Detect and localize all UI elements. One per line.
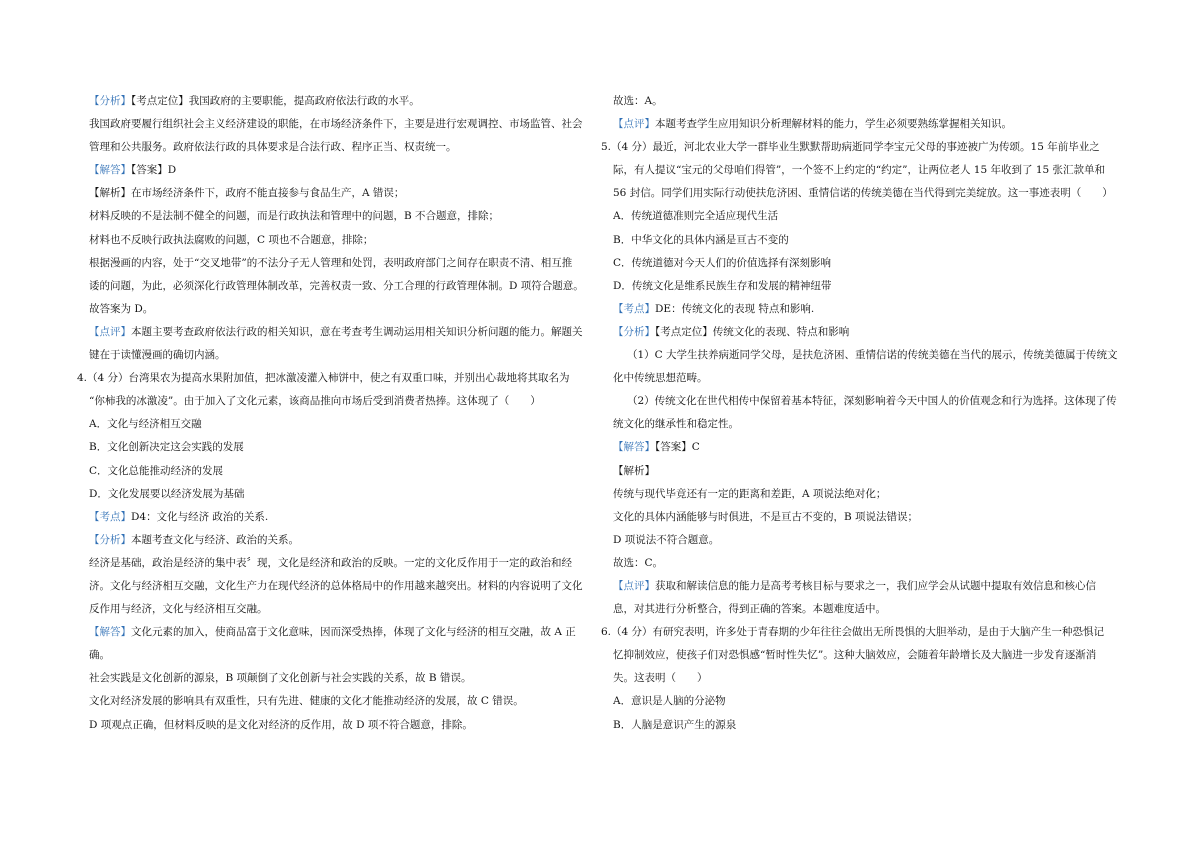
text-line [89,506,601,529]
line-text: 获取和解读信息的能力是高考考核目标与要求之一，我们应学会从试题中提取有效信息和核心信 [655,579,1096,592]
text-line [613,552,1125,575]
text-line [613,321,1125,344]
line-text: A．文化与经济相互交融 [89,418,202,431]
text-line [613,413,1125,436]
text-line [89,460,601,483]
line-text: D．文化发展要以经济发展为基础 [89,487,245,500]
line-text: 【答案】D [131,164,177,177]
line-text: 社会实践是文化创新的源泉，B 项颠倒了文化创新与社会实践的关系，故 B 错误。 [89,672,472,685]
line-text: 化中传统思想范畴。 [613,372,708,385]
line-text: 我国政府要履行组织社会主义经济建设的职能，在市场经济条件下，主要是进行宏观调控、市场监管、社会 [89,118,583,131]
line-text: （2）传统文化在世代相传中保留着基本特征，深刻影响着今天中国人的价值观念和行为选择。这体现了传 [627,395,1117,408]
section-tag: 【点评】 [613,118,655,131]
line-text: 【考点定位】我国政府的主要职能，提高政府依法行政的水平。 [131,95,420,107]
line-text: C．文化总能推动经济的发展 [89,464,224,477]
text-line [89,667,601,690]
text-line [89,714,601,737]
line-text: 材料反映的不是法制不健全的问题，而是行政执法和管理中的问题，B 不合题意，排除； [89,210,500,223]
line-text: D 项说法不符合题意。 [613,533,720,546]
text-line [89,159,601,182]
text-line [601,621,1125,644]
text-line [89,229,601,252]
line-text: 【解析】 [613,464,655,477]
text-line [89,575,601,598]
line-text: B．文化创新决定这会实践的发展 [89,441,244,454]
line-text: D．传统文化是维系民族生存和发展的精神纽带 [613,279,832,292]
text-line [613,667,1125,690]
text-line [613,506,1125,529]
line-text: 本题考查学生应用知识分析理解材料的能力，学生必须要熟练掌握相关知识。 [655,118,1012,131]
section-tag: 【解答】 [89,164,131,177]
text-line [613,598,1125,621]
section-tag: 【解答】 [613,441,655,454]
line-text: DE：传统文化的表现 特点和影响. [655,302,815,315]
text-line [89,390,601,413]
section-tag: 【分析】 [89,533,131,546]
text-line [613,483,1125,506]
line-text: 5.（4 分）最近，河北农业大学一群毕业生默默帮助病逝同学李宝元父母的事迹被广为传颂。15 年前毕业之 [601,141,1100,154]
line-text: 际，有人提议“宝元的父母咱们得管”，一个签不上约定的“约定”，让两位老人 15 年收到了 15 张汇款单和 [613,164,1106,177]
line-text: 56 封信。同学们用实际行动使扶危济困、重情信诺的传统美德在当代得到完美绽放。这一事迹表明（ ） [613,187,1113,200]
text-line [89,205,601,228]
line-text: 传统与现代毕竟还有一定的距离和差距，A 项说法绝对化； [613,487,887,500]
section-tag: 【解答】 [89,626,131,639]
text-line [613,344,1125,367]
text-line [89,413,601,436]
line-text: 本题主要考查政府依法行政的相关知识，意在考查考生调动运用相关知识分析问题的能力。解题关 [131,325,583,338]
text-line [89,252,601,275]
line-text: 4.（4 分）台湾果农为提高水果附加值，把冰激凌灌入柿饼中，使之有双重口味，并别出心裁地将其取名为 [77,372,570,385]
line-text: 失。这表明（ ） [613,672,708,685]
line-text: D4：文化与经济 政治的关系. [131,510,269,523]
line-text: 文化的具体内涵能够与时俱进，不是亘古不变的，B 项说法错误； [613,510,919,523]
left-column [77,90,601,737]
text-line [89,182,601,205]
text-line [89,598,601,621]
text-line [613,298,1125,321]
line-text: A．意识是人脑的分泌物 [613,695,726,708]
section-tag: 【考点】 [89,510,131,523]
section-tag: 【点评】 [613,579,655,592]
line-text: 文化对经济发展的影响具有双重性，只有先进、健康的文化才能推动经济的发展，故 C 错误。 [89,695,524,708]
line-text: 诿的问题，为此，必须深化行政管理体制改革，完善权责一致、分工合理的行政管理体制。D 项符合题意。 [89,279,584,292]
line-text: 根据漫画的内容，处于“交叉地带”的不法分子无人管理和处罚，表明政府部门之间存在职责不清、相互推 [89,256,573,269]
section-tag: 【考点】 [613,302,655,315]
text-line [89,275,601,298]
line-text: 本题考查文化与经济、政治的关系。 [131,533,299,546]
line-text: B．人脑是意识产生的源泉 [613,718,737,731]
text-line [77,367,601,390]
text-line [613,229,1125,252]
line-text: 确。 [89,649,110,662]
text-line [89,90,601,113]
line-text: 故选：C。 [613,556,664,569]
line-text: 6.（4 分）有研究表明，许多处于青春期的少年往往会做出无所畏惧的大胆举动，是由于大脑产生一种恐惧记 [601,626,1105,639]
text-line [89,552,601,575]
text-line [613,575,1125,598]
text-line [89,644,601,667]
line-text: 故选：A。 [613,95,663,107]
text-line [613,159,1125,182]
text-line [613,390,1125,413]
text-line [613,90,1125,113]
line-text: 故答案为 D。 [89,302,154,315]
line-text: 经济是基础，政治是经济的集中表〞现，文化是经济和政治的反映。一定的文化反作用于一定的政治和经 [89,556,572,569]
text-line [613,644,1125,667]
text-line [89,436,601,459]
section-tag: 【分析】 [613,325,655,338]
text-line [613,367,1125,390]
line-text: 键在于读懂漫画的确切内涵。 [89,349,226,362]
line-text: 济。文化与经济相互交融，文化生产力在现代经济的总体格局中的作用越来越突出。材料的内容说明了文化 [89,579,583,592]
text-line [613,714,1125,737]
text-line [89,483,601,506]
line-text: 管理和公共服务。政府依法行政的具体要求是合法行政、程序正当、权责统一。 [89,141,457,154]
section-tag: 【分析】 [89,95,131,107]
text-line [613,690,1125,713]
text-line [613,275,1125,298]
line-text: A．传统道德准则完全适应现代生活 [613,210,779,223]
text-line [613,460,1125,483]
line-text: 【答案】C [655,441,700,454]
text-line [89,690,601,713]
line-text: 息，对其进行分析整合，得到正确的答案。本题难度适中。 [613,603,886,616]
text-line [613,529,1125,552]
line-text: 【解析】在市场经济条件下，政府不能直接参与食品生产，A 错误； [89,187,405,200]
line-text: 统文化的继承性和稳定性。 [613,418,739,431]
line-text: D 项观点正确，但材料反映的是文化对经济的反作用，故 D 项不符合题意，排除。 [89,718,473,731]
text-line [613,113,1125,136]
text-line [613,182,1125,205]
line-text: “你柿我的冰激凌”。由于加入了文化元素，该商品推向市场后受到消费者热捧。这体现了（ ） [89,395,541,408]
text-line [613,436,1125,459]
line-text: 文化元素的加入，使商品富于文化意味，因而深受热捧，体现了文化与经济的相互交融，故 A 正 [131,626,576,639]
text-line [601,136,1125,159]
line-text: C．传统道德对今天人们的价值选择有深刻影响 [613,256,832,269]
text-line [89,113,601,136]
line-text: 反作用与经济，文化与经济相互交融。 [89,603,268,616]
right-column [601,90,1125,737]
section-tag: 【点评】 [89,325,131,338]
text-line [89,136,601,159]
text-line [89,529,601,552]
text-line [89,621,601,644]
line-text: 材料也不反映行政执法腐败的问题，C 项也不合题意，排除； [89,233,374,246]
text-line [89,344,601,367]
text-line [613,205,1125,228]
line-text: （1）C 大学生扶养病逝同学父母，是扶危济困、重情信诺的传统美德在当代的展示，传统美德属于传统文 [627,349,1118,362]
line-text: 忆抑制效应，使孩子们对恐惧感“暂时性失忆”。这种大脑效应，会随着年龄增长及大脑进一步发育逐渐消 [613,649,1097,662]
text-line [89,298,601,321]
line-text: B．中华文化的具体内涵是亘古不变的 [613,233,789,246]
text-line [89,321,601,344]
text-line [613,252,1125,275]
line-text: 【考点定位】传统文化的表现、特点和影响 [655,325,850,338]
